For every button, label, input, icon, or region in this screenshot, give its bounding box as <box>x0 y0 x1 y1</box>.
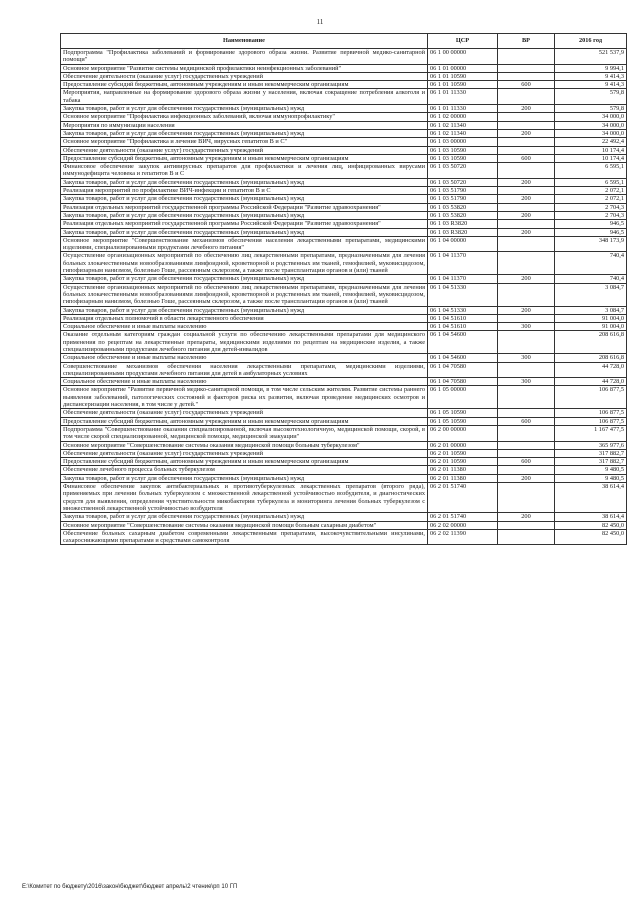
row-csr: 06 1 03 R3820 <box>428 220 498 228</box>
row-value: 946,5 <box>555 228 627 236</box>
row-value: 6 595,1 <box>555 178 627 186</box>
row-name: Закупка товаров, работ и услуг для обеспечения государственных (муниципальных) нужд <box>61 105 428 113</box>
row-name: Обеспечение деятельности (оказание услуг) государственных учреждений <box>61 146 428 154</box>
row-name: Основное мероприятие "Профилактика и лечение ВИЧ, вирусных гепатитов В и С" <box>61 138 428 146</box>
row-vr <box>498 409 555 417</box>
row-vr: 200 <box>498 474 555 482</box>
row-vr <box>498 187 555 195</box>
row-csr: 06 2 01 51740 <box>428 513 498 521</box>
row-csr: 06 1 05 10590 <box>428 417 498 425</box>
row-vr: 600 <box>498 154 555 162</box>
table-row <box>61 331 627 354</box>
table-row <box>61 64 627 72</box>
row-csr: 06 1 04 54600 <box>428 354 498 362</box>
table-header-row <box>61 34 627 49</box>
row-value: 10 174,4 <box>555 154 627 162</box>
table-row <box>61 529 627 545</box>
row-csr: 06 1 01 11330 <box>428 105 498 113</box>
table-row <box>61 252 627 275</box>
table-row <box>61 417 627 425</box>
row-vr <box>498 163 555 179</box>
row-vr <box>498 72 555 80</box>
row-csr: 06 1 04 11370 <box>428 275 498 283</box>
row-csr: 06 1 03 10590 <box>428 154 498 162</box>
row-csr: 06 2 02 00000 <box>428 521 498 529</box>
row-name: Закупка товаров, работ и услуг для обеспечения государственных (муниципальных) нужд <box>61 129 428 137</box>
row-vr <box>498 331 555 354</box>
row-csr: 06 1 03 50720 <box>428 163 498 179</box>
row-vr <box>498 314 555 322</box>
row-vr <box>498 521 555 529</box>
row-name: Предоставление субсидий бюджетным, автономным учреждениям и иным некоммерческим организациям <box>61 154 428 162</box>
row-vr: 200 <box>498 105 555 113</box>
row-value: 2 072,1 <box>555 195 627 203</box>
table-body <box>61 49 627 545</box>
row-vr: 600 <box>498 458 555 466</box>
row-csr: 06 1 04 54600 <box>428 331 498 354</box>
row-vr: 600 <box>498 417 555 425</box>
table-row <box>61 283 627 306</box>
table-row <box>61 458 627 466</box>
row-csr: 06 1 03 51790 <box>428 195 498 203</box>
row-vr: 200 <box>498 513 555 521</box>
table-row <box>61 113 627 121</box>
row-value: 2 072,1 <box>555 187 627 195</box>
row-vr <box>498 441 555 449</box>
row-value: 44 728,0 <box>555 378 627 386</box>
row-csr: 06 1 05 00000 <box>428 386 498 409</box>
table-row <box>61 513 627 521</box>
table-row <box>61 49 627 65</box>
row-name: Социальное обеспечение и иные выплаты населению <box>61 323 428 331</box>
row-csr: 06 1 04 51330 <box>428 306 498 314</box>
row-vr <box>498 449 555 457</box>
row-vr <box>498 203 555 211</box>
row-name: Мероприятия, направленные на формирование здорового образа жизни у населения, включая сокращение потребления алкоголя и табака <box>61 89 428 105</box>
row-csr: 06 2 01 11380 <box>428 474 498 482</box>
row-vr <box>498 64 555 72</box>
row-value: 106 877,5 <box>555 417 627 425</box>
table-row <box>61 449 627 457</box>
row-vr <box>498 138 555 146</box>
row-value: 3 084,7 <box>555 283 627 306</box>
row-csr: 06 1 03 00000 <box>428 138 498 146</box>
table-row <box>61 178 627 186</box>
table-row <box>61 211 627 219</box>
table-row <box>61 354 627 362</box>
row-value: 208 616,8 <box>555 331 627 354</box>
row-vr <box>498 146 555 154</box>
row-csr: 06 1 03 51790 <box>428 187 498 195</box>
row-value: 9 414,3 <box>555 81 627 89</box>
table-row <box>61 89 627 105</box>
table-row <box>61 378 627 386</box>
row-name: Финансовое обеспечение закупок антивирусных препаратов для профилактики и лечения лиц, инфицированных вирусами иммунодефицита человека и гепатитов В и С <box>61 163 428 179</box>
row-name: Закупка товаров, работ и услуг для обеспечения государственных (муниципальных) нужд <box>61 228 428 236</box>
row-vr: 200 <box>498 228 555 236</box>
table-row <box>61 483 627 513</box>
row-value: 106 877,5 <box>555 409 627 417</box>
row-name: Реализация отдельных мероприятий государственной программы Российской Федерации "Развитие здравоохранения" <box>61 203 428 211</box>
row-name: Основное мероприятие "Совершенствование механизмов обеспечения населения лекарственными препаратами, медицинскими изделиями, специализированными продуктами лечебного питания" <box>61 236 428 252</box>
row-csr: 06 1 02 00000 <box>428 113 498 121</box>
row-name: Обеспечение больных сахарным диабетом современными лекарственными препаратами, высокочувствительными инсулинами, сахароснижающими препаратами и средствами самоконтроля <box>61 529 428 545</box>
row-name: Предоставление субсидий бюджетным, автономным учреждениям и иным некоммерческим организациям <box>61 417 428 425</box>
row-value: 208 616,8 <box>555 354 627 362</box>
table-row <box>61 425 627 441</box>
table-row <box>61 72 627 80</box>
row-csr: 06 1 04 51610 <box>428 323 498 331</box>
header-year: 2016 год <box>555 34 627 49</box>
row-vr: 300 <box>498 354 555 362</box>
page-number: 11 <box>316 18 324 26</box>
table-row <box>61 323 627 331</box>
row-value: 9 480,5 <box>555 474 627 482</box>
row-name: Основное мероприятие "Совершенствование системы оказания медицинской помощи больным туберкулезом" <box>61 441 428 449</box>
row-value: 91 004,0 <box>555 314 627 322</box>
row-value: 106 877,5 <box>555 386 627 409</box>
table-row <box>61 441 627 449</box>
header-name: Наименование <box>61 34 428 49</box>
row-name: Закупка товаров, работ и услуг для обеспечения государственных (муниципальных) нужд <box>61 474 428 482</box>
row-name: Основное мероприятие "Развитие первичной медико-санитарной помощи, в том числе сельским жителям. Развитие системы раннего выявления заболеваний, патологических состояний и факторов риска их развития, включая проведение медицинских осмотров и диспансеризации населения, в том числе у детей." <box>61 386 428 409</box>
table-row <box>61 81 627 89</box>
row-value: 365 977,6 <box>555 441 627 449</box>
table-row <box>61 121 627 129</box>
row-csr: 06 2 01 11380 <box>428 466 498 474</box>
row-vr <box>498 220 555 228</box>
header-csr: ЦСР <box>428 34 498 49</box>
row-vr <box>498 283 555 306</box>
row-vr <box>498 529 555 545</box>
row-value: 740,4 <box>555 252 627 275</box>
row-vr: 200 <box>498 306 555 314</box>
header-vr: ВР <box>498 34 555 49</box>
row-name: Мероприятия по иммунизации населения <box>61 121 428 129</box>
row-name: Основное мероприятие "Совершенствование системы оказания медицинской помощи больным сахарным диабетом" <box>61 521 428 529</box>
row-vr: 600 <box>498 81 555 89</box>
table-row <box>61 220 627 228</box>
row-value: 9 480,5 <box>555 466 627 474</box>
row-name: Закупка товаров, работ и услуг для обеспечения государственных (муниципальных) нужд <box>61 178 428 186</box>
row-csr: 06 1 01 10590 <box>428 81 498 89</box>
row-name: Социальное обеспечение и иные выплаты населению <box>61 378 428 386</box>
row-value: 22 492,4 <box>555 138 627 146</box>
row-value: 521 537,9 <box>555 49 627 65</box>
row-csr: 06 1 04 51610 <box>428 314 498 322</box>
row-csr: 06 1 01 10590 <box>428 72 498 80</box>
table-row <box>61 228 627 236</box>
table-row <box>61 138 627 146</box>
row-csr: 06 2 01 00000 <box>428 441 498 449</box>
row-csr: 06 1 04 70580 <box>428 362 498 378</box>
table-row <box>61 521 627 529</box>
row-name: Закупка товаров, работ и услуг для обеспечения государственных (муниципальных) нужд <box>61 513 428 521</box>
row-vr <box>498 49 555 65</box>
row-csr: 06 2 01 51740 <box>428 483 498 513</box>
row-name: Подпрограмма "Профилактика заболеваний и формирование здорового образа жизни. Развитие первичной медико-санитарной помощи" <box>61 49 428 65</box>
table-row <box>61 146 627 154</box>
row-name: Обеспечение деятельности (оказание услуг) государственных учреждений <box>61 72 428 80</box>
row-vr: 300 <box>498 323 555 331</box>
row-name: Закупка товаров, работ и услуг для обеспечения государственных (муниципальных) нужд <box>61 306 428 314</box>
row-vr <box>498 483 555 513</box>
row-name: Закупка товаров, работ и услуг для обеспечения государственных (муниципальных) нужд <box>61 211 428 219</box>
row-csr: 06 1 01 11330 <box>428 89 498 105</box>
row-name: Закупка товаров, работ и услуг для обеспечения государственных (муниципальных) нужд <box>61 275 428 283</box>
row-csr: 06 2 01 10590 <box>428 458 498 466</box>
row-value: 317 882,7 <box>555 458 627 466</box>
row-value: 317 882,7 <box>555 449 627 457</box>
row-csr: 06 2 01 10590 <box>428 449 498 457</box>
row-name: Совершенствование механизмов обеспечения населения лекарственными препаратами, медицинскими изделиями, специализированными продуктами лечебного питания для детей в амбулаторных условиях <box>61 362 428 378</box>
row-name: Реализация отдельных полномочий в области лекарственного обеспечения <box>61 314 428 322</box>
row-csr: 06 1 04 00000 <box>428 236 498 252</box>
row-name: Реализация мероприятий по профилактике ВИЧ-инфекции и гепатитов В и С <box>61 187 428 195</box>
row-csr: 06 1 01 00000 <box>428 64 498 72</box>
row-csr: 06 1 03 53820 <box>428 211 498 219</box>
row-value: 34 000,0 <box>555 121 627 129</box>
row-value: 740,4 <box>555 275 627 283</box>
row-vr <box>498 121 555 129</box>
row-value: 38 614,4 <box>555 483 627 513</box>
budget-table <box>60 33 627 545</box>
table-row <box>61 409 627 417</box>
row-value: 2 704,3 <box>555 203 627 211</box>
row-vr <box>498 89 555 105</box>
table-row <box>61 203 627 211</box>
row-name: Обеспечение лечебного процесса больных туберкулезом <box>61 466 428 474</box>
row-vr <box>498 425 555 441</box>
row-name: Предоставление субсидий бюджетным, автономным учреждениям и иным некоммерческим организациям <box>61 81 428 89</box>
row-vr: 200 <box>498 211 555 219</box>
row-csr: 06 1 03 R3820 <box>428 228 498 236</box>
row-value: 2 704,3 <box>555 211 627 219</box>
row-value: 1 167 477,5 <box>555 425 627 441</box>
row-value: 82 450,0 <box>555 529 627 545</box>
table-row <box>61 154 627 162</box>
table-row <box>61 314 627 322</box>
table-row <box>61 386 627 409</box>
file-path-footer: Е:\Комитет по бюджету\2016\закон\бюджет\бюджет апрель\2 чтение\рп 10 ГП <box>22 884 238 890</box>
row-vr <box>498 113 555 121</box>
row-value: 91 004,0 <box>555 323 627 331</box>
row-name: Осуществление организационных мероприятий по обеспечению лиц лекарственными препаратами, предназначенными для лечения больных злокачественными новообразованиями лимфоидной, кроветворной и родственных им тканей, гемофилией, муковисцидозом, гипофизарным нанизмом, болезнью Гоше, рассеянным склерозом, а также после трансплантации органов и (или) тканей <box>61 283 428 306</box>
table-row <box>61 105 627 113</box>
row-value: 34 000,0 <box>555 113 627 121</box>
row-value: 9 994,1 <box>555 64 627 72</box>
row-csr: 06 2 02 11390 <box>428 529 498 545</box>
row-name: Осуществление организационных мероприятий по обеспечению лиц лекарственными препаратами, предназначенными для лечения больных злокачественными новообразованиями лимфоидной, кроветворной и родственных им тканей, гемофилией, муковисцидозом, гипофизарным нанизмом, болезнью Гоше, рассеянным склерозом, а также после трансплантации органов и (или) тканей <box>61 252 428 275</box>
row-value: 82 450,0 <box>555 521 627 529</box>
row-csr: 06 1 05 10590 <box>428 409 498 417</box>
row-vr: 300 <box>498 378 555 386</box>
row-csr: 06 1 03 53820 <box>428 203 498 211</box>
table-row <box>61 474 627 482</box>
row-name: Предоставление субсидий бюджетным, автономным учреждениям и иным некоммерческим организациям <box>61 458 428 466</box>
row-value: 3 084,7 <box>555 306 627 314</box>
row-csr: 06 1 02 11340 <box>428 129 498 137</box>
row-csr: 06 2 00 00000 <box>428 425 498 441</box>
row-value: 946,5 <box>555 220 627 228</box>
row-value: 38 614,4 <box>555 513 627 521</box>
row-name: Основное мероприятие "Профилактика инфекционных заболеваний, включая иммунопрофилактику" <box>61 113 428 121</box>
row-vr <box>498 236 555 252</box>
row-value: 6 595,1 <box>555 163 627 179</box>
row-csr: 06 1 00 00000 <box>428 49 498 65</box>
table-row <box>61 362 627 378</box>
row-name: Подпрограмма "Совершенствование оказания специализированной, включая высокотехнологичную, медицинской помощи, скорой, в том числе скорой специализированной, медицинской помощи, медицинской эвакуации" <box>61 425 428 441</box>
row-vr: 200 <box>498 275 555 283</box>
row-vr <box>498 386 555 409</box>
row-vr: 200 <box>498 178 555 186</box>
table-row <box>61 306 627 314</box>
row-name: Обеспечение деятельности (оказание услуг) государственных учреждений <box>61 449 428 457</box>
table-row <box>61 163 627 179</box>
table-row <box>61 195 627 203</box>
table-row <box>61 236 627 252</box>
row-value: 579,8 <box>555 105 627 113</box>
row-vr <box>498 252 555 275</box>
row-value: 44 728,0 <box>555 362 627 378</box>
row-value: 9 414,3 <box>555 72 627 80</box>
row-csr: 06 1 03 10590 <box>428 146 498 154</box>
row-name: Закупка товаров, работ и услуг для обеспечения государственных (муниципальных) нужд <box>61 195 428 203</box>
row-name: Реализация отдельных мероприятий государственной программы Российской Федерации "Развитие здравоохранения" <box>61 220 428 228</box>
row-csr: 06 1 04 11370 <box>428 252 498 275</box>
row-value: 348 173,9 <box>555 236 627 252</box>
table-row <box>61 129 627 137</box>
row-vr <box>498 466 555 474</box>
table-row <box>61 187 627 195</box>
row-vr: 200 <box>498 129 555 137</box>
table-row <box>61 466 627 474</box>
row-name: Социальное обеспечение и иные выплаты населению <box>61 354 428 362</box>
table-row <box>61 275 627 283</box>
row-value: 10 174,4 <box>555 146 627 154</box>
row-name: Основное мероприятие "Развитие системы медицинской профилактики неинфекционных заболеваний" <box>61 64 428 72</box>
row-value: 34 000,0 <box>555 129 627 137</box>
row-name: Оказание отдельным категориям граждан социальной услуги по обеспечению лекарственными препаратами для медицинского применения по рецептам на лекарственные препараты, медицинскими изделиями по рецептам на медицинские изделия, а также специализированными продуктами лечебного питания для детей-инвалидов <box>61 331 428 354</box>
row-csr: 06 1 04 70580 <box>428 378 498 386</box>
row-csr: 06 1 03 50720 <box>428 178 498 186</box>
row-vr <box>498 362 555 378</box>
row-csr: 06 1 04 51330 <box>428 283 498 306</box>
row-name: Обеспечение деятельности (оказание услуг) государственных учреждений <box>61 409 428 417</box>
row-name: Финансовое обеспечение закупок антибактериальных и противотуберкулезных лекарственных препаратов (второго ряда), применяемых при лечении больных туберкулезом с множественной лекарственной устойчивостью возбудителя, и диагностических средств для выявления, определения чувствительности микобактерии туберкулеза и мониторинга лечения больных туберкулезом с множественной лекарственной устойчивостью возбудителя <box>61 483 428 513</box>
row-csr: 06 1 02 11340 <box>428 121 498 129</box>
row-value: 579,8 <box>555 89 627 105</box>
row-vr: 200 <box>498 195 555 203</box>
